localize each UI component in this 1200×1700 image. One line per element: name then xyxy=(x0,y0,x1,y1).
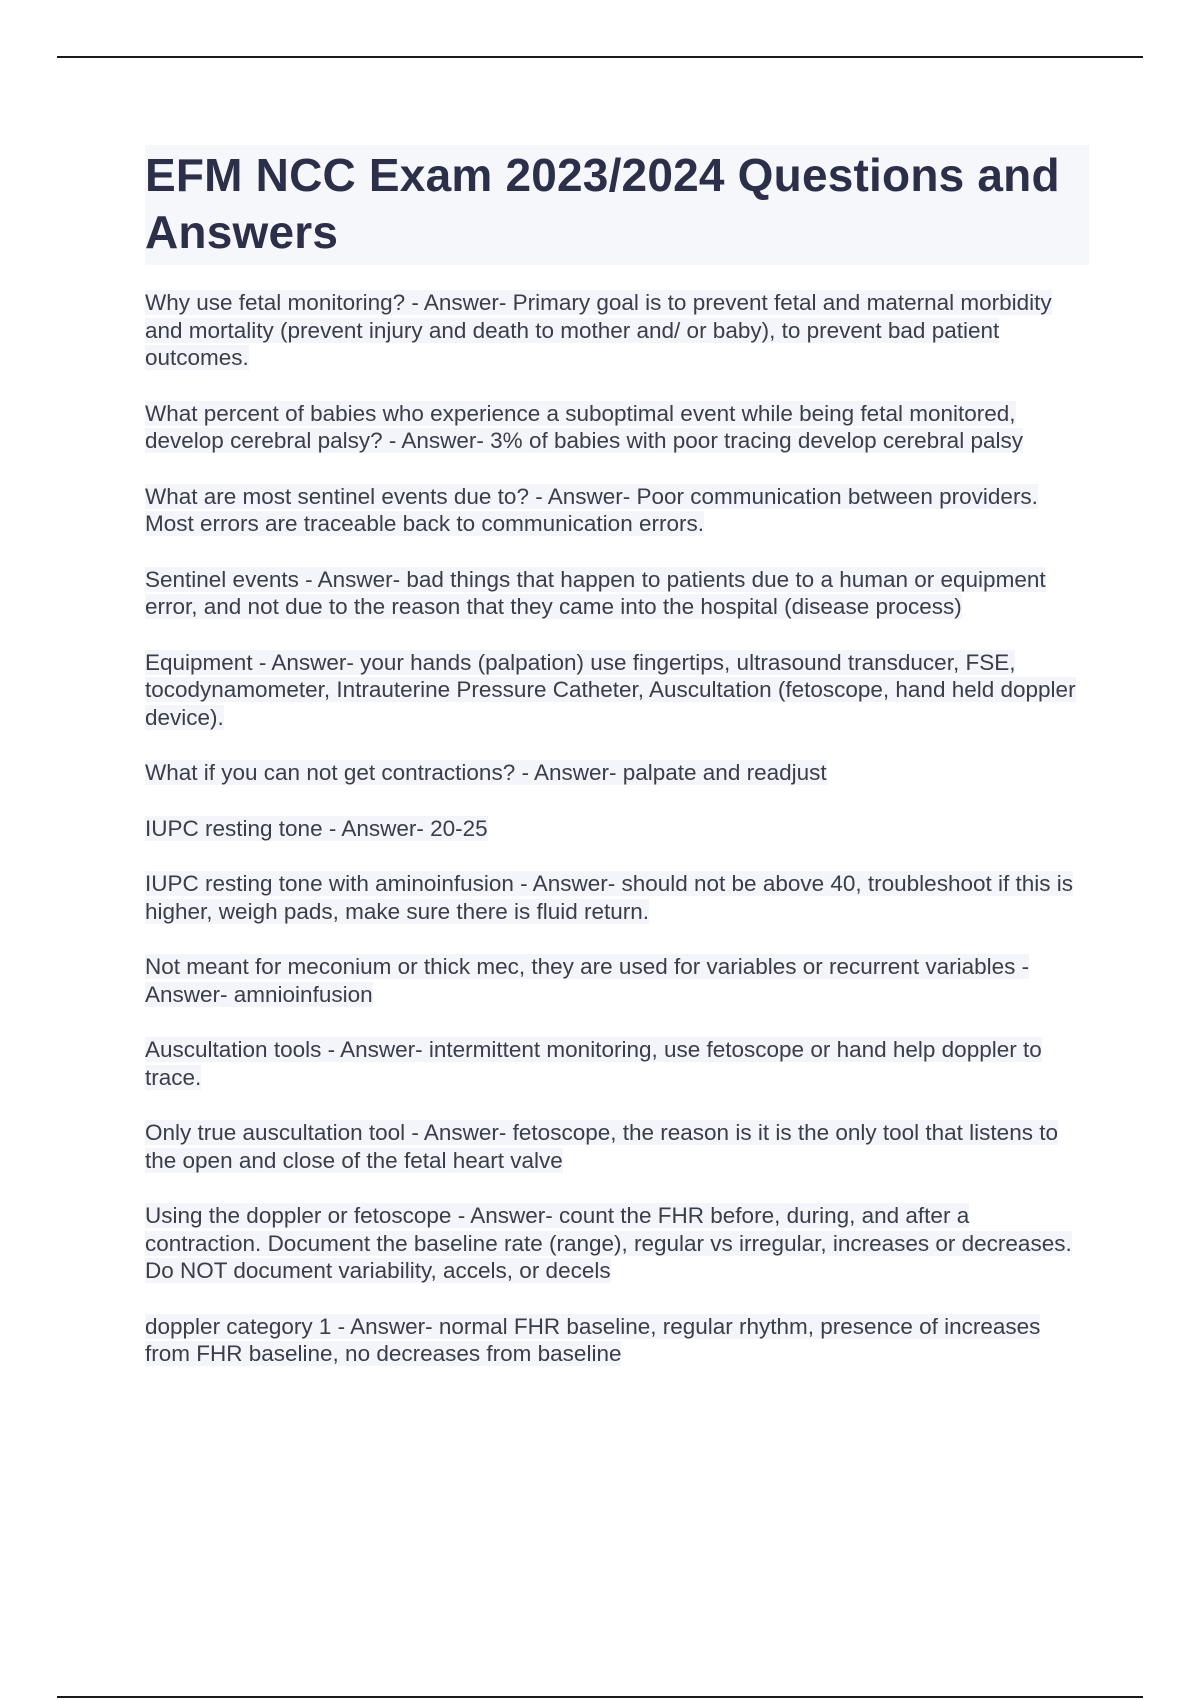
qa-item xyxy=(145,1036,1089,1091)
page-content xyxy=(145,145,1089,1396)
qa-text: IUPC resting tone with aminoinfusion - Answer- should not be above 40, troubleshoot if this is higher, weigh pads, make sure there is fluid return. xyxy=(145,871,1074,924)
qa-text: What percent of babies who experience a suboptimal event while being fetal monitored, develop cerebral palsy? - Answer- 3% of babies with poor tracing develop cerebral palsy xyxy=(145,400,1023,453)
qa-text: Not meant for meconium or thick mec, they are used for variables or recurrent variables - Answer- amnioinfusion xyxy=(145,954,1030,1007)
qa-text: What if you can not get contractions? - Answer- palpate and readjust xyxy=(145,760,827,785)
qa-item xyxy=(145,870,1089,925)
page-title: EFM NCC Exam 2023/2024 Questions and Answers xyxy=(145,149,1060,258)
qa-item xyxy=(145,483,1089,538)
qa-item xyxy=(145,1202,1089,1285)
qa-text: Sentinel events - Answer- bad things that happen to patients due to a human or equipment error, and not due to the reason that they came into the hospital (disease process) xyxy=(145,566,1046,619)
qa-text: What are most sentinel events due to? - Answer- Poor communication between providers. Most errors are traceable back to communication errors. xyxy=(145,483,1038,536)
qa-text: doppler category 1 - Answer- normal FHR baseline, regular rhythm, presence of increases from FHR baseline, no decreases from baseline xyxy=(145,1313,1041,1366)
header-rule xyxy=(57,56,1143,58)
qa-item xyxy=(145,815,1089,843)
qa-item xyxy=(145,289,1089,372)
qa-item xyxy=(145,649,1089,732)
qa-text: Why use fetal monitoring? - Answer- Primary goal is to prevent fetal and maternal morbidity and mortality (prevent injury and death to mother and/ or baby), to prevent bad patient outcomes. xyxy=(145,290,1052,370)
footer-rule xyxy=(57,1696,1143,1698)
qa-text: Using the doppler or fetoscope - Answer- count the FHR before, during, and after a contraction. Document the baseline rate (range), regular vs irregular, increases or decreases. Do NOT document variability, accels, or decels xyxy=(145,1203,1072,1283)
qa-item xyxy=(145,1119,1089,1174)
qa-item xyxy=(145,566,1089,621)
qa-text: Auscultation tools - Answer- intermittent monitoring, use fetoscope or hand help doppler to trace. xyxy=(145,1037,1042,1090)
qa-item xyxy=(145,1313,1089,1368)
qa-text: Equipment - Answer- your hands (palpation) use fingertips, ultrasound transducer, FSE, tocodynamometer, Intrauterine Pressure Catheter, Auscultation (fetoscope, hand held doppler device). xyxy=(145,649,1076,730)
qa-item xyxy=(145,400,1089,455)
qa-item xyxy=(145,759,1089,787)
qa-item xyxy=(145,953,1089,1008)
title-block xyxy=(145,145,1089,265)
qa-text: IUPC resting tone - Answer- 20-25 xyxy=(145,815,488,841)
qa-text: Only true auscultation tool - Answer- fetoscope, the reason is it is the only tool that listens to the open and close of the fetal heart valve xyxy=(145,1120,1058,1173)
